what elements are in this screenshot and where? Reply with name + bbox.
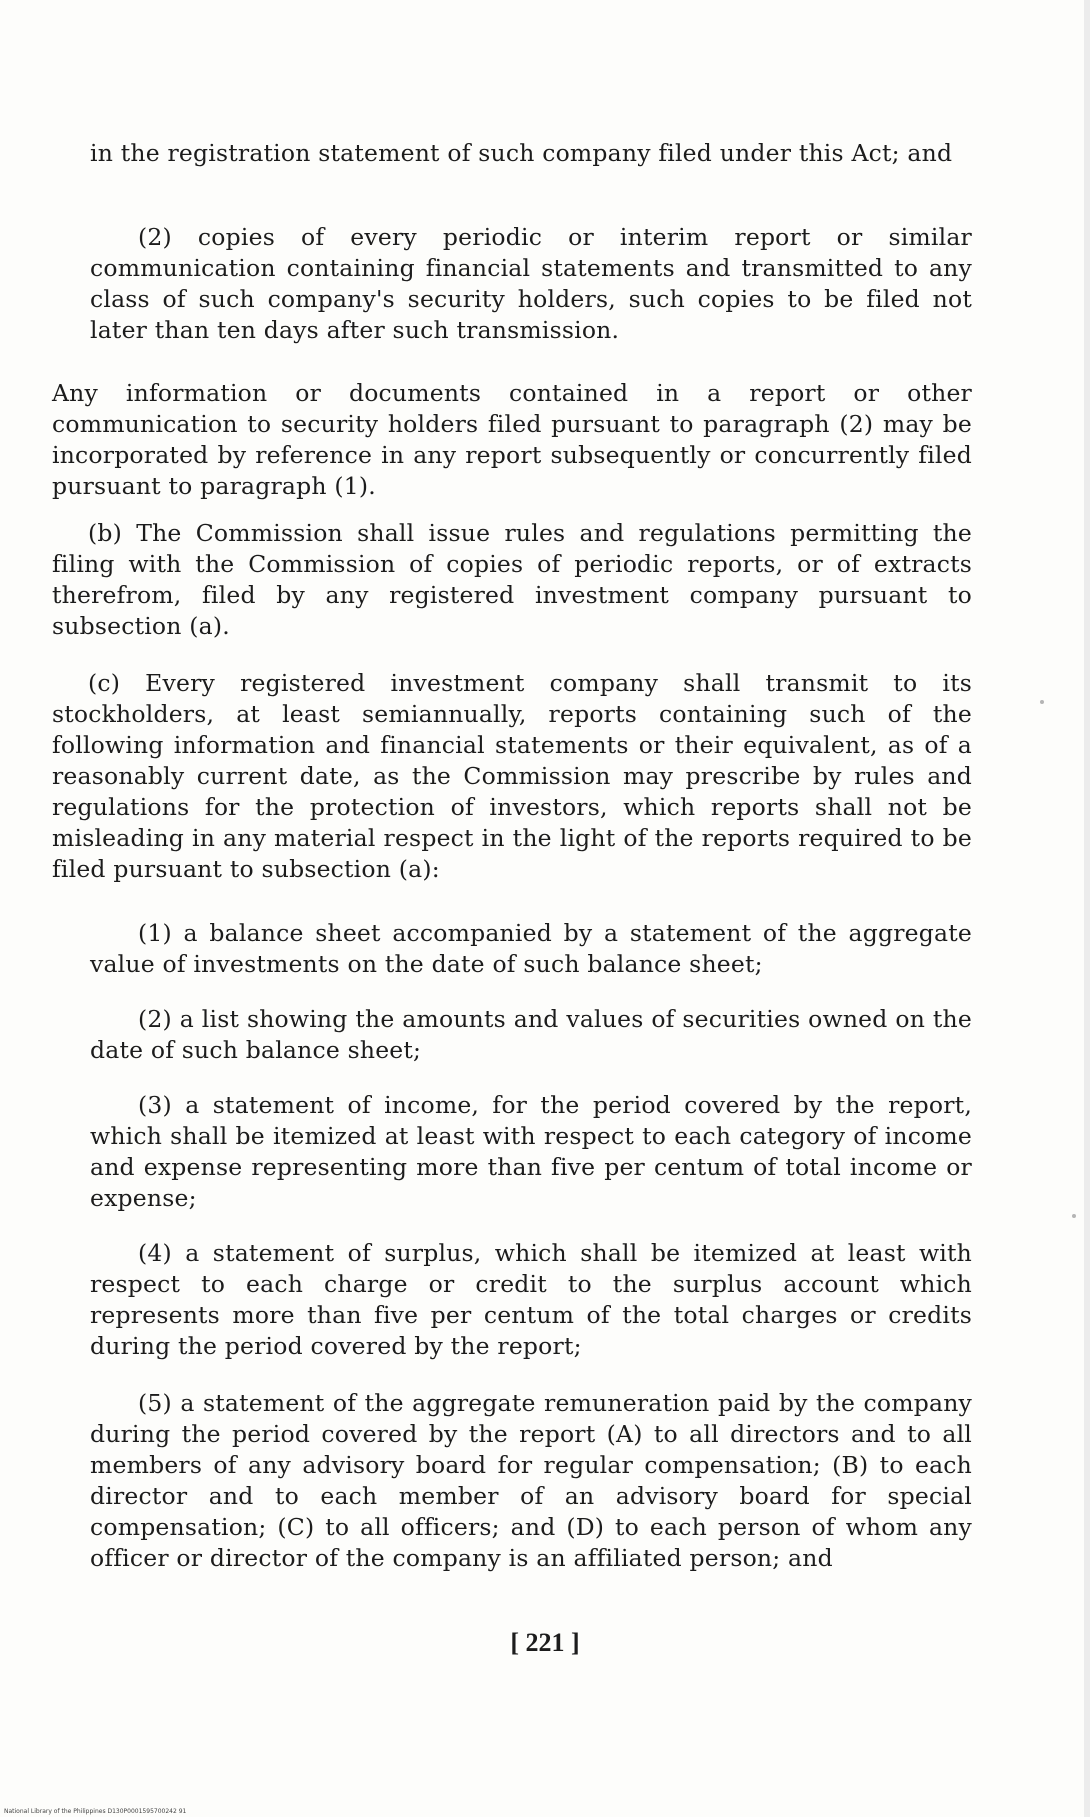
- scan-speck: [1072, 1214, 1076, 1218]
- item-2-paragraph: (2) copies of every periodic or interim report or similar communication containing financial statements and transmitted to any class of such company's security holders, such copies to be filed not later than ten days after such transmission.: [90, 223, 972, 344]
- incorporation-paragraph: Any information or documents contained in a report or other communication to security holders filed pursuant to paragraph (2) may be incorporated by reference in any report subsequently or concurrently filed pursuant to paragraph (1).: [52, 379, 972, 500]
- continuation-paragraph: in the registration statement of such company filed under this Act; and: [90, 139, 953, 167]
- scan-speck: [1040, 700, 1044, 704]
- subsection-c-paragraph: (c) Every registered investment company shall transmit to its stockholders, at least semiannually, reports containing such of the following information and financial statements or their equivalent, as of a reasonably current date, as the Commission may prescribe by rules and regulations for the protection of investors, which reports shall not be misleading in any material respect in the light of the reports required to be filed pursuant to subsection (a):: [52, 669, 972, 883]
- subsection-c-item-5: (5) a statement of the aggregate remuneration paid by the company during the period covered by the report (A) to all directors and to all members of any advisory board for regular compensation; (B) to each director and to each member of an advisory board for special compensation; (C) to all officers; and (D) to each person of whom any officer or director of the company is an affiliated person; and: [90, 1389, 972, 1572]
- subsection-c-item-1: (1) a balance sheet accompanied by a statement of the aggregate value of investments on the date of such balance sheet;: [90, 919, 972, 978]
- subsection-c-item-3: (3) a statement of income, for the period covered by the report, which shall be itemized at least with respect to each category of income and expense representing more than five per centum of total income or expense;: [90, 1091, 972, 1212]
- page-edge-shadow: [1084, 0, 1090, 1817]
- subsection-b-paragraph: (b) The Commission shall issue rules and regulations permitting the filing with the Commission of copies of periodic reports, or of extracts therefrom, filed by any registered investment company pursuant to subsection (a).: [52, 519, 972, 640]
- subsection-c-item-4: (4) a statement of surplus, which shall be itemized at least with respect to each charge or credit to the surplus account which represents more than five per centum of the total charges or credits during the period covered by the report;: [90, 1239, 972, 1360]
- subsection-c-item-2: (2) a list showing the amounts and values of securities owned on the date of such balance sheet;: [90, 1005, 972, 1064]
- page-number: [ 221 ]: [510, 1628, 580, 1657]
- library-footer-stamp: National Library of the Philippines D130P0001595700242 91: [4, 1808, 187, 1815]
